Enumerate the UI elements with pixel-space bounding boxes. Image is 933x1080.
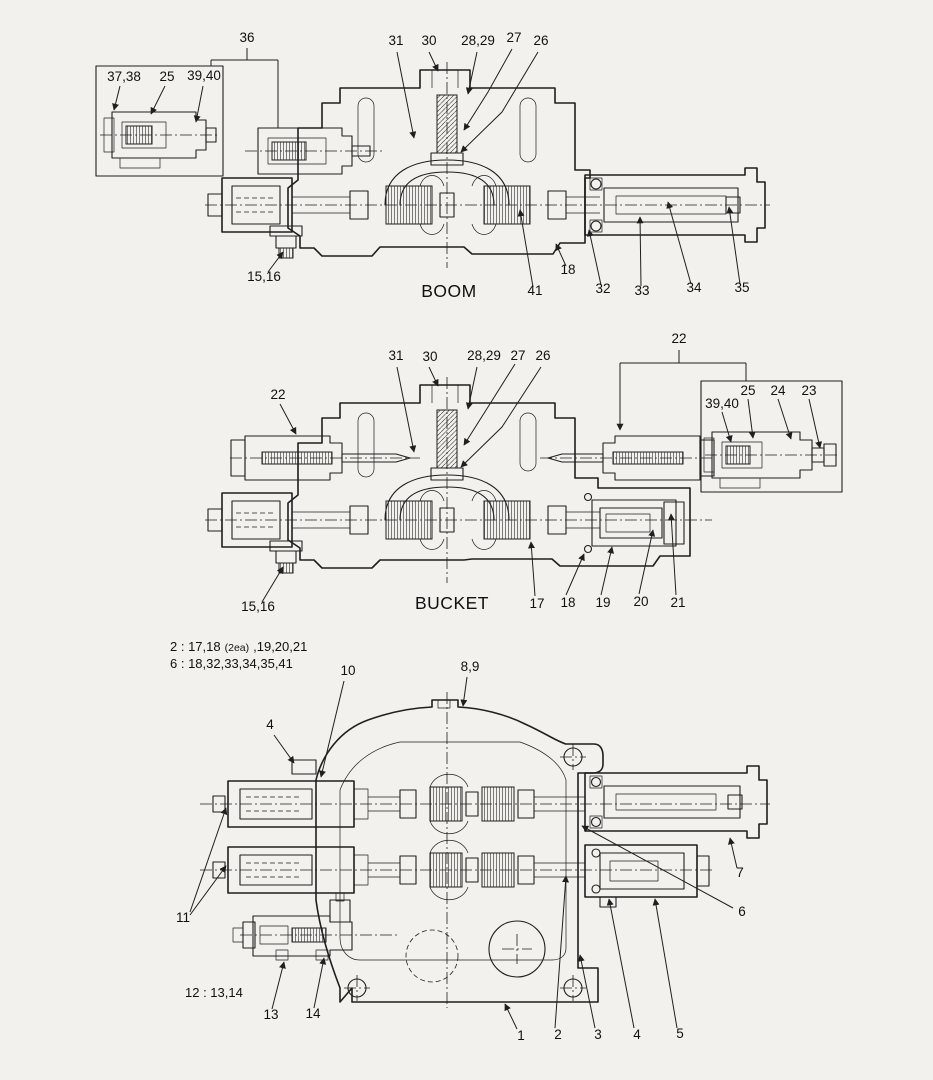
callout-bottomview-14: 14 xyxy=(305,1006,321,1021)
bottomview-left-boss xyxy=(292,760,316,774)
bucket-valve-body xyxy=(288,385,690,568)
leader-boom-27 xyxy=(464,49,512,130)
callout-bottomview-8-9: 8,9 xyxy=(460,659,480,674)
leader-bucket-24 xyxy=(778,399,791,439)
bottomview-bolt-cross-bottom-right xyxy=(560,975,586,1001)
bottomview-pilot-spring xyxy=(292,928,326,942)
leader-bottomview-5 xyxy=(655,899,677,1028)
callout-bucket-25: 25 xyxy=(740,383,756,398)
boom-cylinder-bolt-bottom-seat xyxy=(590,220,602,232)
bottomview-cylinder-bolt-top xyxy=(592,778,601,787)
callout-bottomview-2: 2 xyxy=(554,1027,562,1042)
leader-bucket-30 xyxy=(429,367,438,386)
boom-spool-land-3 xyxy=(484,186,530,224)
callout-bottomview-7: 7 xyxy=(736,865,744,880)
callout-boom-34: 34 xyxy=(686,280,702,295)
bottomview-port-cross xyxy=(502,934,532,964)
bucket-spool-land-3 xyxy=(484,501,530,539)
bottomview-upper-land-2 xyxy=(430,787,462,821)
leader-bucket-39-40 xyxy=(722,412,731,442)
bucket-spool-land-2 xyxy=(386,501,432,539)
callout-boom-35: 35 xyxy=(734,280,750,295)
leader-bottomview-3 xyxy=(580,955,595,1028)
bottomview-bolt-cross-bottom-left xyxy=(344,975,370,1001)
note-12-13-14: 12 : 13,14 xyxy=(185,985,243,1000)
leader-boom-26 xyxy=(461,52,538,152)
leader-boom-39-40 xyxy=(196,86,203,122)
leader-bucket-17 xyxy=(531,542,535,596)
bottomview-upper-land-3 xyxy=(482,787,514,821)
callout-bottomview-13: 13 xyxy=(263,1007,279,1022)
callout-boom-37-38: 37,38 xyxy=(107,69,141,84)
leader-boom-25 xyxy=(151,86,165,114)
boom-cylinder-bolt-bottom xyxy=(591,221,601,231)
boom-caption: BOOM xyxy=(421,281,477,301)
callout-bucket-23: 23 xyxy=(801,383,817,398)
boom-bracket-36 xyxy=(211,48,278,128)
bucket-cap-bolt-lines xyxy=(432,385,458,403)
bottomview-relief-bolt-bottom xyxy=(592,885,600,893)
bucket-section-bolt-bottom xyxy=(585,546,592,553)
leader-bottomview-10 xyxy=(321,681,344,777)
callout-bucket-27: 27 xyxy=(510,348,526,363)
bucket-plug-nut xyxy=(279,563,293,573)
callout-boom-31: 31 xyxy=(388,33,404,48)
bottomview-relief-end-cap xyxy=(697,856,709,886)
callout-bucket-26: 26 xyxy=(535,348,551,363)
callout-boom-36: 36 xyxy=(239,30,255,45)
bucket-section-end-plate xyxy=(664,502,684,544)
boom-cap-bolt-lines xyxy=(432,70,458,88)
leader-bottomview-7 xyxy=(730,838,737,868)
leader-bucket-23 xyxy=(809,399,820,448)
bucket-plug-body xyxy=(276,551,296,563)
boom-pilot-valve-spring xyxy=(272,142,306,160)
leader-bottomview-11b xyxy=(190,866,226,915)
callout-bottomview-10: 10 xyxy=(340,663,356,678)
bottomview-cylinder-sleeve xyxy=(604,786,740,818)
leader-bottomview-6 xyxy=(582,826,733,908)
leader-bucket-31 xyxy=(397,367,414,452)
callout-boom-41: 41 xyxy=(527,283,543,298)
boom-cylinder-bolt-top-seat xyxy=(590,178,602,190)
callout-bottomview-4: 4 xyxy=(633,1027,641,1042)
callout-boom-30: 30 xyxy=(421,33,437,48)
bottomview-top-boss xyxy=(438,700,450,708)
bucket-section-inner xyxy=(592,500,676,546)
boom-cylinder-bolt-top xyxy=(591,179,601,189)
leader-bucket-22-left xyxy=(280,404,296,434)
callout-boom-18: 18 xyxy=(560,262,576,277)
leader-bottomview-14 xyxy=(314,958,324,1008)
callout-bucket-24: 24 xyxy=(770,383,786,398)
leader-bucket-20 xyxy=(639,530,653,594)
leader-bucket-26 xyxy=(461,367,541,467)
bottomview-pilot-tab-13 xyxy=(276,950,288,960)
bottomview-cylinder-rod xyxy=(616,794,716,810)
boom-spool-land-2 xyxy=(386,186,432,224)
callout-bottomview-6: 6 xyxy=(738,904,746,919)
bucket-inset-cartridge-foot xyxy=(720,478,760,488)
callout-bucket-21: 21 xyxy=(670,595,686,610)
bucket-section-bolt-top xyxy=(585,494,592,501)
bottomview-relief-detail xyxy=(610,861,658,881)
leader-bottomview-4 xyxy=(609,899,634,1028)
note-line-2: 6 : 18,32,33,34,35,41 xyxy=(170,656,293,671)
callout-bucket-30: 30 xyxy=(422,349,438,364)
bottomview-relief-bolt-top xyxy=(592,849,600,857)
leader-boom-32 xyxy=(589,230,601,285)
callout-boom-27: 27 xyxy=(506,30,522,45)
bucket-body-slot-right xyxy=(520,413,536,471)
bucket-left-pilot-spring xyxy=(262,452,332,464)
callout-bottomview-11: 11 xyxy=(175,910,191,925)
bottomview-cylinder-bolt-bottom xyxy=(592,818,601,827)
leader-boom-37-38 xyxy=(114,86,120,110)
callout-bucket-17: 17 xyxy=(529,596,545,611)
callout-boom-15-16: 15,16 xyxy=(247,269,281,284)
callout-bucket-39-40: 39,40 xyxy=(705,396,739,411)
bucket-check-valve-stem xyxy=(437,410,457,468)
callout-boom-32: 32 xyxy=(595,281,611,296)
callout-bucket-28-29: 28,29 xyxy=(467,348,501,363)
leader-boom-31 xyxy=(397,52,414,138)
callout-boom-25: 25 xyxy=(159,69,175,84)
callout-boom-28-29: 28,29 xyxy=(461,33,495,48)
callout-bottomview-3: 3 xyxy=(594,1027,602,1042)
boom-check-valve-stem xyxy=(437,95,457,153)
callout-bottomview-1: 1 xyxy=(517,1028,525,1043)
bottomview-bolt-cross-top-right xyxy=(560,744,586,770)
boom-inset-cartridge-foot xyxy=(120,158,160,168)
leader-bucket-19 xyxy=(601,547,612,595)
leader-bottomview-4-top xyxy=(274,735,294,763)
callout-bucket-31: 31 xyxy=(388,348,404,363)
bottomview-lower-land-3 xyxy=(482,853,514,887)
leader-bucket-15-16 xyxy=(262,567,283,602)
bottomview-pilot-tab-14 xyxy=(316,950,328,960)
callout-bucket-19: 19 xyxy=(595,595,611,610)
bucket-bracket-22 xyxy=(620,350,746,381)
callout-boom-33: 33 xyxy=(634,283,650,298)
callout-bucket-22-bracket: 22 xyxy=(671,331,687,346)
bucket-view xyxy=(205,331,842,614)
callout-bucket-20: 20 xyxy=(633,594,649,609)
leader-bucket-18 xyxy=(566,554,584,595)
leader-boom-33 xyxy=(640,217,641,286)
bucket-right-pilot-spring xyxy=(613,452,683,464)
callout-boom-39-40: 39,40 xyxy=(187,68,221,83)
callout-bottomview-4-top: 4 xyxy=(266,717,274,732)
note-line-1: 2 : 17,18 (2ea) ,19,20,21 xyxy=(170,639,308,654)
bucket-caption: BUCKET xyxy=(415,593,489,613)
boom-plug-body xyxy=(276,236,296,248)
leader-bottomview-8-9 xyxy=(463,677,467,706)
callout-bucket-15-16: 15,16 xyxy=(241,599,275,614)
bucket-section-rod xyxy=(606,514,650,532)
boom-body-slot-left xyxy=(358,98,374,162)
callout-bottomview-5: 5 xyxy=(676,1026,684,1041)
bucket-body-slot-left xyxy=(358,413,374,477)
leader-bottomview-1 xyxy=(505,1004,517,1029)
bottomview-port-circle-left xyxy=(406,930,458,982)
notes-block xyxy=(170,639,307,671)
callout-bucket-22-left: 22 xyxy=(270,387,286,402)
bottomview-relief-boss xyxy=(600,897,616,907)
callout-boom-26: 26 xyxy=(533,33,549,48)
leader-boom-30 xyxy=(429,52,438,71)
leader-bucket-27 xyxy=(464,364,515,445)
leader-bottomview-11a xyxy=(190,808,226,912)
leader-bucket-21 xyxy=(671,514,676,595)
leader-bottomview-13 xyxy=(272,962,284,1009)
bottomview-lower-land-2 xyxy=(430,853,462,887)
callout-bucket-18: 18 xyxy=(560,595,576,610)
leader-bottomview-2 xyxy=(555,876,566,1028)
boom-view xyxy=(96,30,770,301)
boom-plug-nut xyxy=(279,248,293,258)
boom-body-slot-right xyxy=(520,98,536,162)
bottom-view xyxy=(176,659,770,1043)
